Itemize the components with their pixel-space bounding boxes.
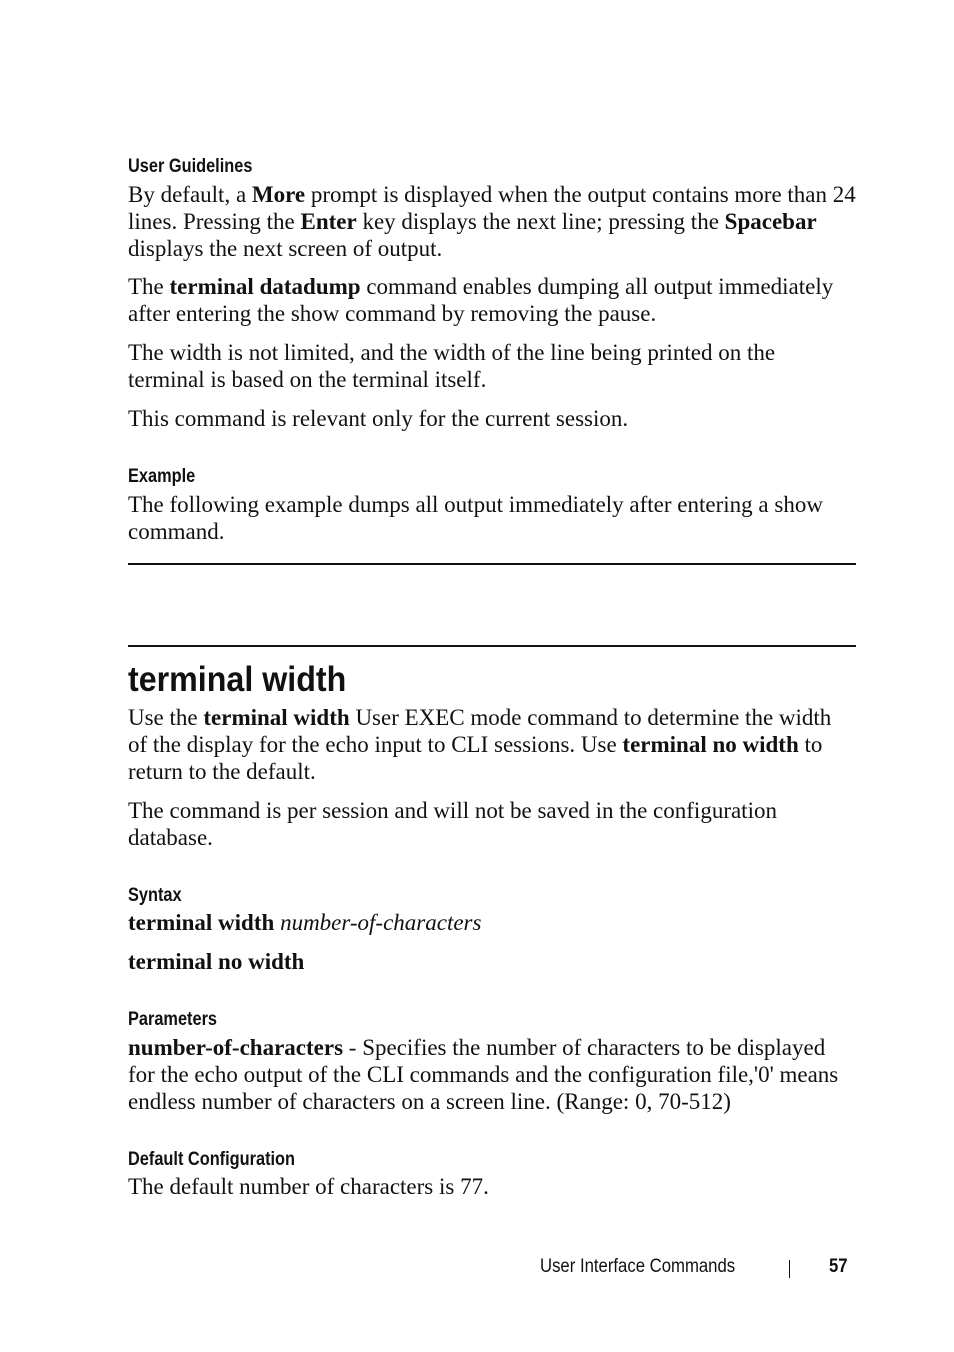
guidelines-paragraph-2: The terminal datadump command enables dumping all output immediately after entering the show command by removing the pause. [128, 274, 834, 326]
parameters-paragraph: number-of-characters - Specifies the number of characters to be displayed for the echo output of the CLI commands and the configuration file,'0' means endless number of characters on a screen line. (Range: 0, 70-512) [128, 1035, 839, 1114]
page-title: terminal width [128, 660, 347, 699]
guidelines-paragraph-1: By default, a More prompt is displayed when the output contains more than 24 lines. Pressing the Enter key displays the next line; pressing the Spacebar displays the next screen of output. [128, 182, 856, 261]
footer-separator [789, 1260, 790, 1278]
intro-paragraph-2: The command is per session and will not be saved in the configuration database. [128, 798, 777, 850]
intro-paragraph: Use the terminal width User EXEC mode command to determine the width of the display for the echo input to CLI sessions. Use terminal no width to return to the default. [128, 705, 832, 784]
syntax-line-1: terminal width number-of-characters [128, 910, 482, 935]
syntax-line-2: terminal no width [128, 949, 305, 974]
example-heading: Example [128, 466, 196, 487]
page-number: 57 [829, 1256, 848, 1277]
section-end-rule [128, 563, 856, 565]
guidelines-paragraph-4: This command is relevant only for the current session. [128, 406, 629, 431]
parameters-heading: Parameters [128, 1009, 218, 1030]
example-paragraph: The following example dumps all output immediately after entering a show command. [128, 492, 823, 544]
user-guidelines-heading: User Guidelines [128, 156, 253, 177]
guidelines-paragraph-3: The width is not limited, and the width of the line being printed on the terminal is based on the terminal itself. [128, 340, 776, 392]
syntax-heading: Syntax [128, 885, 182, 906]
footer-section-label: User Interface Commands [540, 1256, 736, 1277]
default-configuration-heading: Default Configuration [128, 1149, 296, 1170]
default-configuration-paragraph: The default number of characters is 77. [128, 1174, 489, 1199]
section-start-rule [128, 645, 856, 647]
